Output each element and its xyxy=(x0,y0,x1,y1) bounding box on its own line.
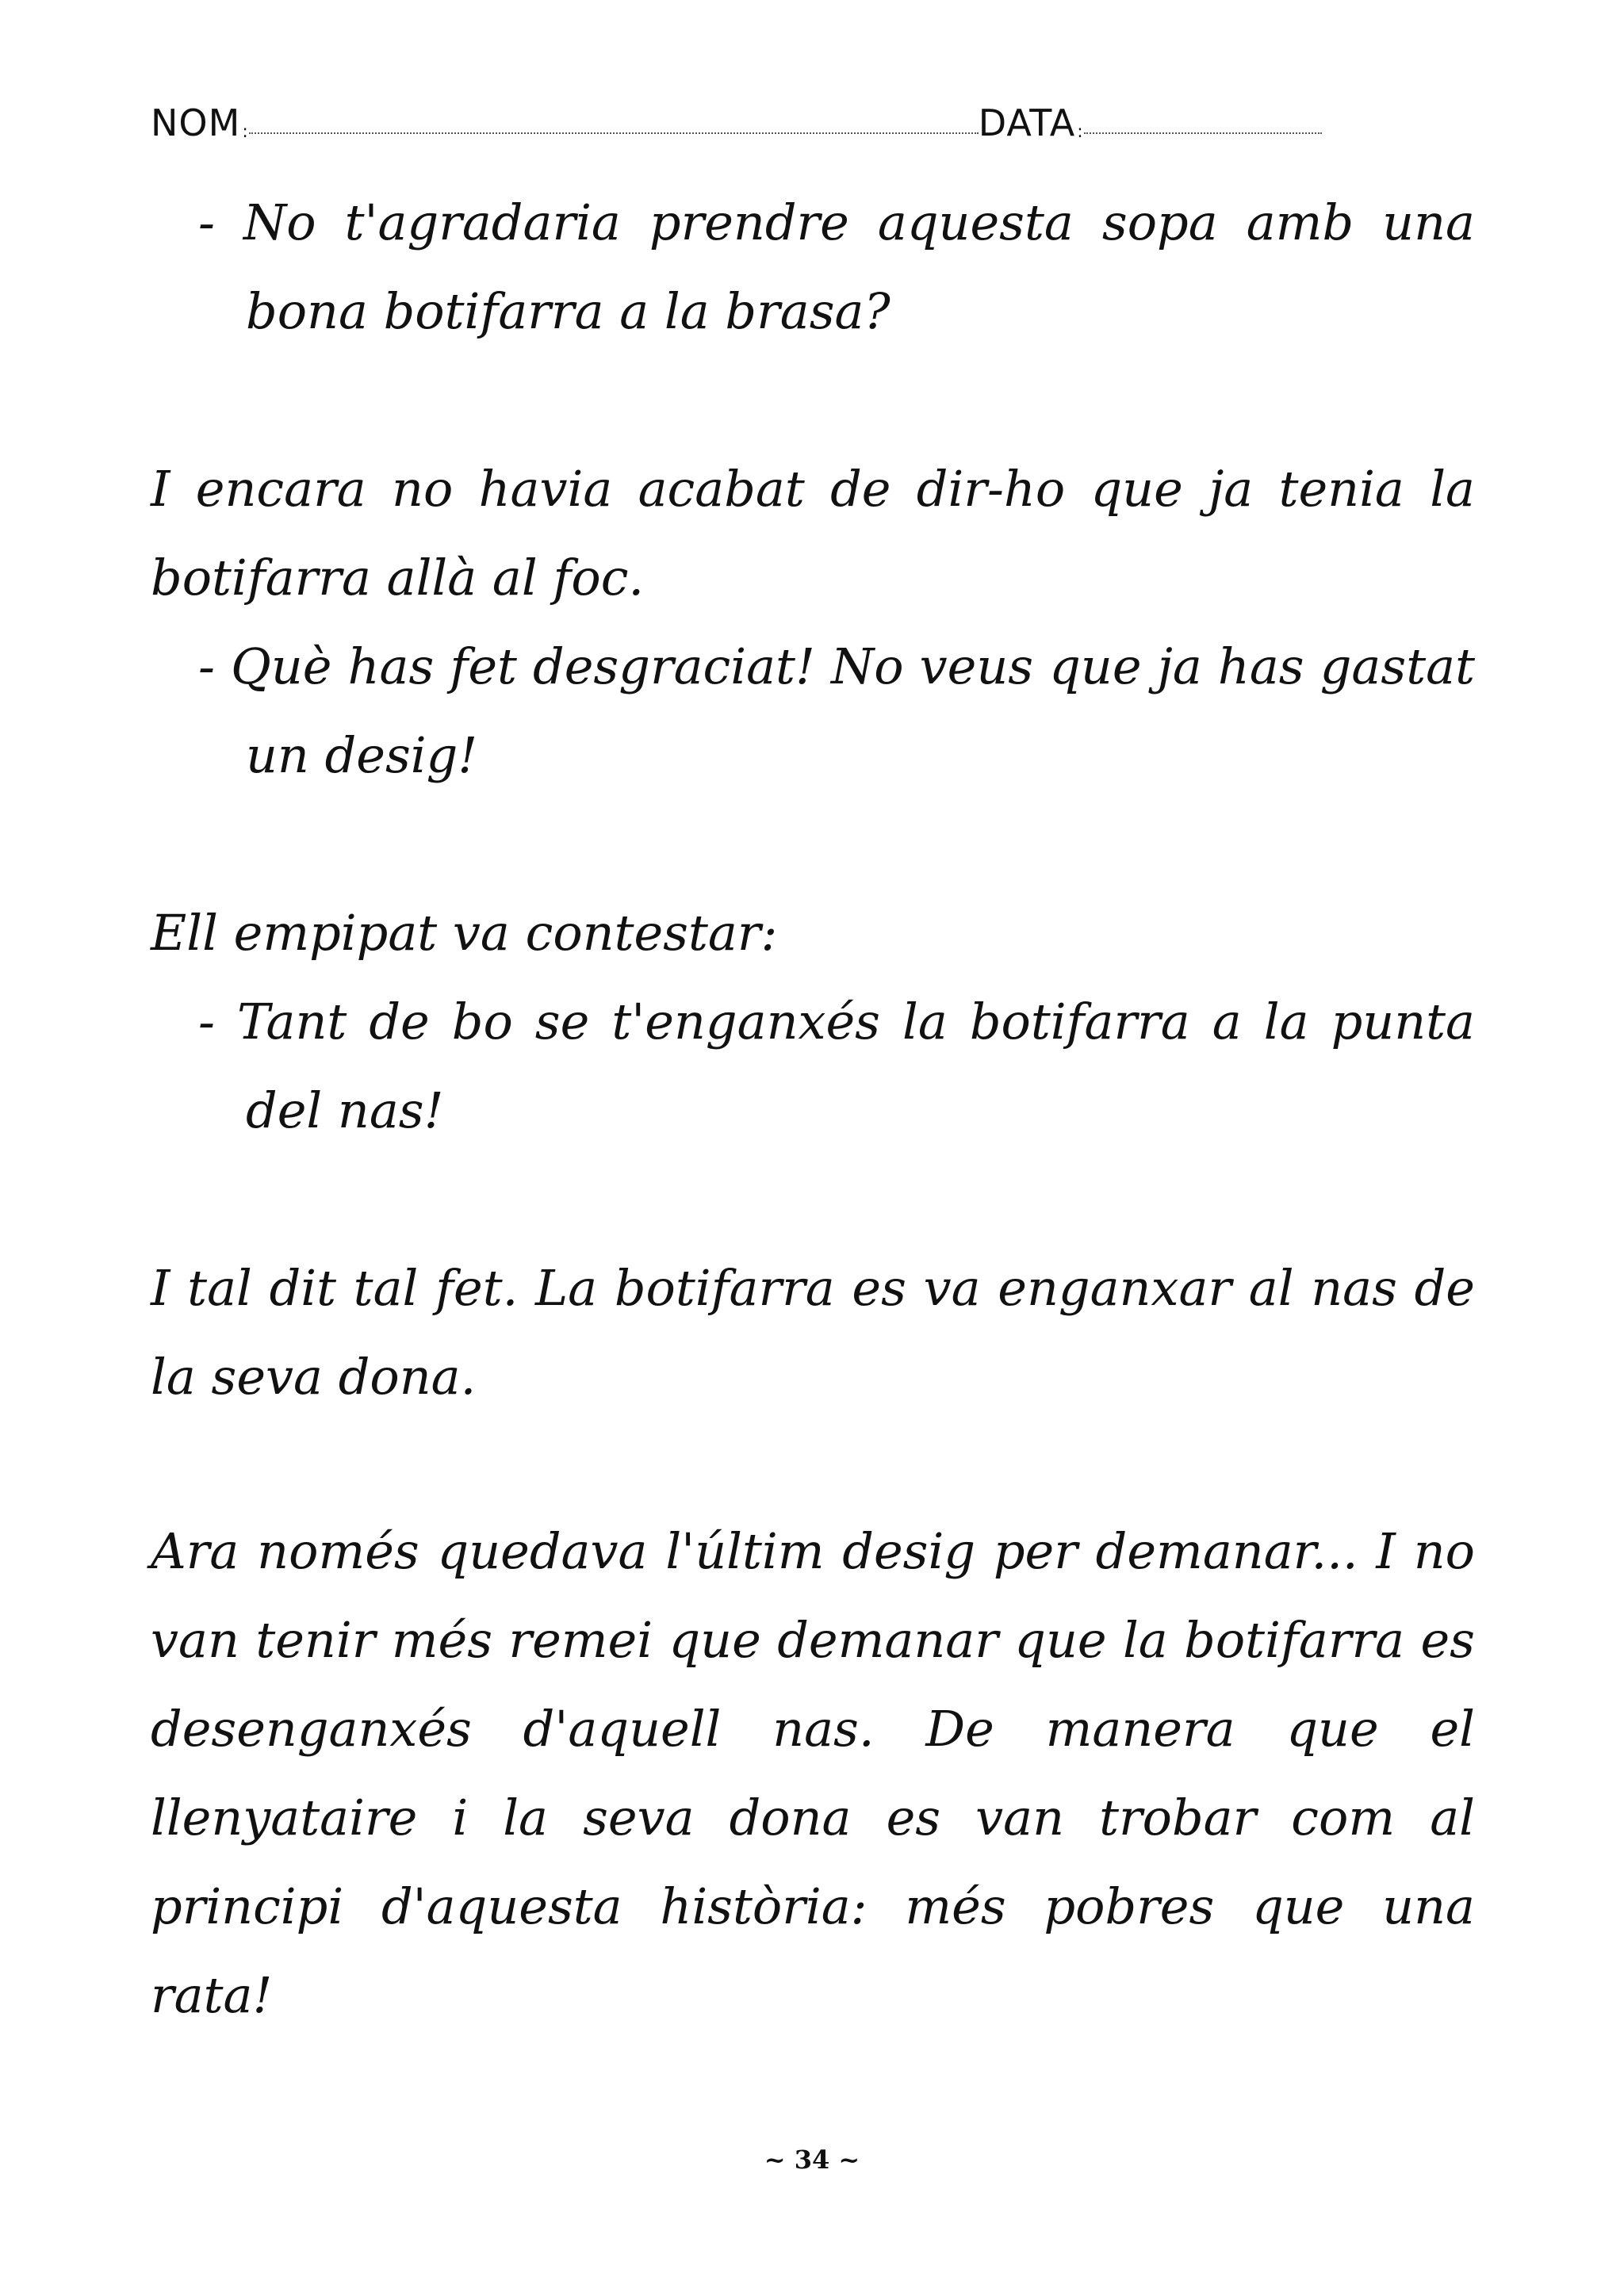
dialog-line-2: - Què has fet desgraciat! No veus que ja has gastat un desig! xyxy=(198,637,1475,784)
paragraph-4: Ara només quedava l'últim desig per demanar... I no van tenir més remei que demanar que la botifarra es desenganxés d'aquell nas. De manera que el llenyataire i la seva dona es van trobar com al principi d'aquesta història: més pobres que una rata! xyxy=(151,1522,1475,2024)
name-line xyxy=(249,132,979,134)
paragraph-2: Ell empipat va contestar: xyxy=(151,904,778,962)
header-fields xyxy=(151,94,1332,144)
date-line xyxy=(1084,132,1322,134)
dialog-line-3: - Tant de bo se t'enganxés la botifarra a la punta del nas! xyxy=(198,993,1475,1139)
dialog-line-1: - No t'agradaria prendre aquesta sopa amb una bona botifarra a la brasa? xyxy=(198,193,1475,340)
date-colon: : xyxy=(1077,122,1084,142)
name-colon: : xyxy=(242,122,249,142)
page-number: ~ 34 ~ xyxy=(764,2145,860,2175)
name-label: NOM xyxy=(151,101,241,144)
paragraph-3: I tal dit tal fet. La botifarra es va enganxar al nas de la seva dona. xyxy=(151,1259,1475,1406)
story-text xyxy=(151,178,1475,2040)
paragraph-1: I encara no havia acabat de dir-ho que ja tenia la botifarra allà al foc. xyxy=(151,460,1475,607)
date-label: DATA xyxy=(978,101,1076,144)
